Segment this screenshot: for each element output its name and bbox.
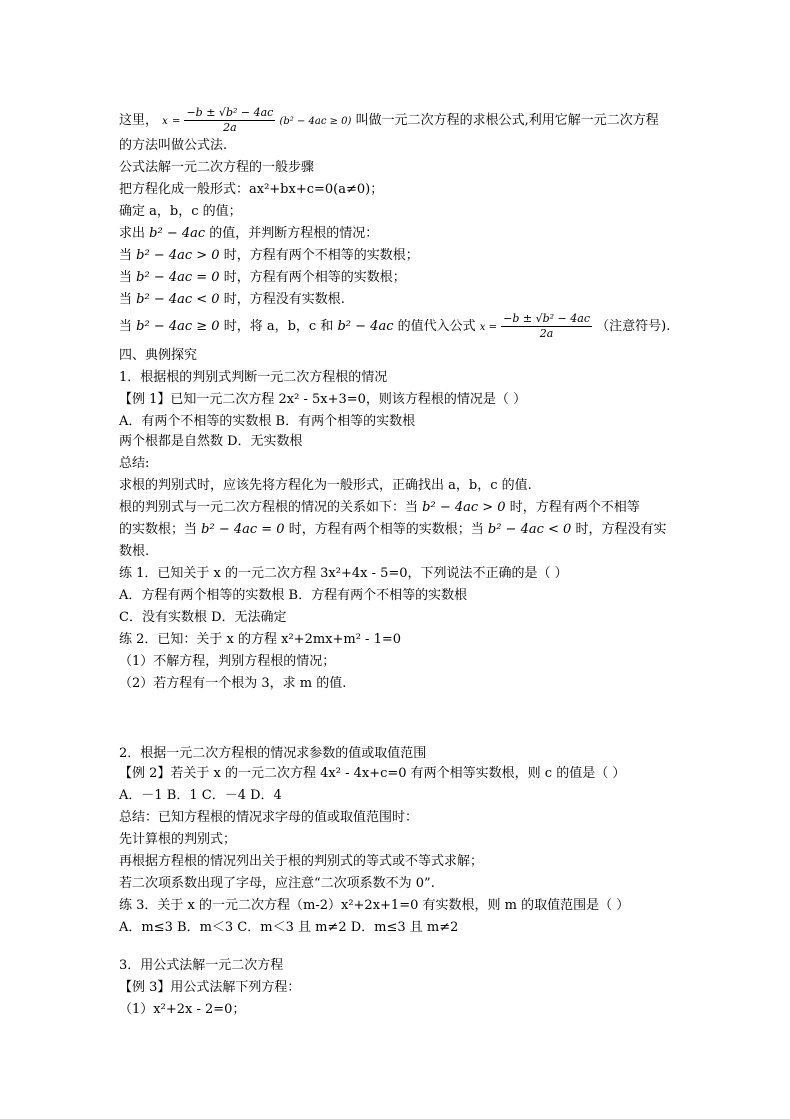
text-line — [119, 246, 419, 266]
text-segment: 时，方程有两个不相等的实数根； — [223, 248, 419, 263]
text-segment: 时，方程有两个相等的实数根； — [223, 270, 406, 285]
fraction-numerator: −b ± √b² − 4ac — [503, 312, 590, 325]
fraction-denominator: 2a — [223, 121, 237, 134]
practice-question: 练 3．关于 x 的一元二次方程（m-2）x²+2x+1=0 有实数根，则 m 的取值范围是（ ） — [119, 898, 630, 913]
text-segment: （注意符号). — [596, 319, 671, 334]
math-expression: b² − 4ac < 0 — [487, 522, 572, 537]
example-question: 【例 3】用公式法解下列方程： — [119, 980, 301, 995]
quadratic-formula-fraction — [184, 106, 275, 135]
example-question: 【例 2】若关于 x 的一元二次方程 4x² - 4x+c=0 有两个相等实数根，则 c 的值是（ ） — [119, 766, 626, 781]
text-line — [119, 312, 670, 341]
text-line: 的方法叫做公式法. — [119, 138, 228, 153]
summary-label: 总结: — [119, 456, 150, 471]
text-segment: 这里， — [119, 113, 159, 128]
text-line — [119, 290, 345, 310]
text-line: 先计算根的判别式； — [119, 832, 237, 847]
text-segment: 求出 — [119, 226, 146, 241]
text-segment: 的值，并判断方程根的情况： — [209, 226, 379, 241]
text-segment: 的值代入公式 — [397, 319, 476, 334]
section-heading: 公式法解一元二次方程的一般步骤 — [119, 160, 315, 175]
text-line: 再根据方程根的情况列出关于根的判别式的等式或不等式求解； — [119, 854, 484, 869]
text-segment: 时，方程没有实 — [575, 522, 667, 537]
text-segment: 时，方程有两个不相等 — [509, 500, 640, 515]
math-variable: x = — [479, 322, 497, 333]
quadratic-formula-fraction — [501, 312, 592, 341]
text-line — [119, 224, 378, 244]
text-line: 求根的判别式时，应该先将方程化为一般形式，正确找出 a，b，c 的值. — [119, 478, 532, 493]
summary-label: 总结：已知方程根的情况求字母的值或取值范围时： — [119, 810, 419, 825]
math-expression: b² − 4ac > 0 — [422, 500, 506, 515]
section-heading: 四、典例探究 — [119, 348, 198, 363]
math-expression: b² − 4ac = 0 — [136, 270, 220, 285]
practice-question: 练 2．已知：关于 x 的方程 x²+2mx+m² - 1=0 — [119, 632, 402, 647]
math-variable: x — [162, 116, 168, 127]
text-line: 确定 a，b，c 的值； — [119, 204, 242, 219]
text-line: 把方程化成一般形式：ax²+bx+c=0(a≠0)； — [119, 182, 384, 197]
fraction-numerator: −b ± √b² − 4ac — [186, 106, 274, 119]
subsection-heading: 1．根据根的判别式判断一元二次方程根的情况 — [119, 370, 388, 385]
formula-condition: (b² − 4ac ≥ 0) — [279, 116, 352, 127]
example-question: 【例 1】已知一元二次方程 2x² - 5x+3=0，则该方程根的情况是（ ） — [119, 392, 527, 407]
text-segment: 当 — [119, 248, 133, 263]
answer-options: C．没有实数根 D．无法确定 — [119, 610, 287, 625]
practice-question: 练 1．已知关于 x 的一元二次方程 3x²+4x - 5=0，下列说法不正确的是（ ） — [119, 566, 568, 581]
text-line: 数根. — [119, 544, 150, 559]
sub-question: （1）x²+2x - 2=0； — [119, 1002, 246, 1017]
answer-options: A．方程有两个相等的实数根 B．方程有两个不相等的实数根 — [119, 588, 468, 603]
text-line — [119, 498, 640, 518]
answer-options: 两个根都是自然数 D．无实数根 — [119, 434, 303, 449]
math-operator: = — [171, 116, 181, 127]
answer-options: A．m≤3 B．m＜3 C．m＜3 且 m≠2 D．m≤3 且 m≠2 — [119, 920, 459, 935]
text-segment: 当 — [119, 292, 133, 307]
sub-question: （1）不解方程，判别方程根的情况； — [119, 654, 336, 669]
math-expression: b² − 4ac — [149, 226, 206, 241]
math-expression: b² − 4ac > 0 — [136, 248, 220, 263]
fraction-denominator: 2a — [539, 327, 554, 340]
math-expression: b² − 4ac < 0 — [136, 292, 220, 307]
text-segment: 当 — [119, 319, 133, 334]
formula-intro-line — [119, 106, 659, 135]
text-segment: 根的判别式与一元二次方程根的情况的关系如下：当 — [119, 500, 419, 515]
text-line — [119, 268, 406, 288]
text-line: 若二次项系数出现了字母，应注意“二次项系数不为 0”. — [119, 876, 435, 891]
sub-question: （2）若方程有一个根为 3，求 m 的值. — [119, 676, 347, 691]
math-expression: b² − 4ac — [337, 319, 394, 334]
text-segment: 的实数根；当 — [119, 522, 198, 537]
subsection-heading: 2．根据一元二次方程根的情况求参数的值或取值范围 — [119, 746, 427, 761]
math-expression: b² − 4ac = 0 — [201, 522, 285, 537]
subsection-heading: 3．用公式法解一元二次方程 — [119, 958, 284, 973]
math-expression: b² − 4ac ≥ 0 — [136, 319, 220, 334]
text-line — [119, 520, 666, 540]
text-segment: 时，方程没有实数根. — [223, 292, 345, 307]
text-segment: 时，方程有两个相等的实数根；当 — [288, 522, 484, 537]
text-segment: 时，将 a，b，c 和 — [223, 319, 334, 334]
text-segment: 叫做一元二次方程的求根公式,利用它解一元二次方程 — [355, 113, 659, 128]
answer-options: A．－1 B．1 C．－4 D．4 — [119, 788, 282, 803]
text-segment: 当 — [119, 270, 133, 285]
answer-options: A．有两个不相等的实数根 B．有两个相等的实数根 — [119, 414, 416, 429]
